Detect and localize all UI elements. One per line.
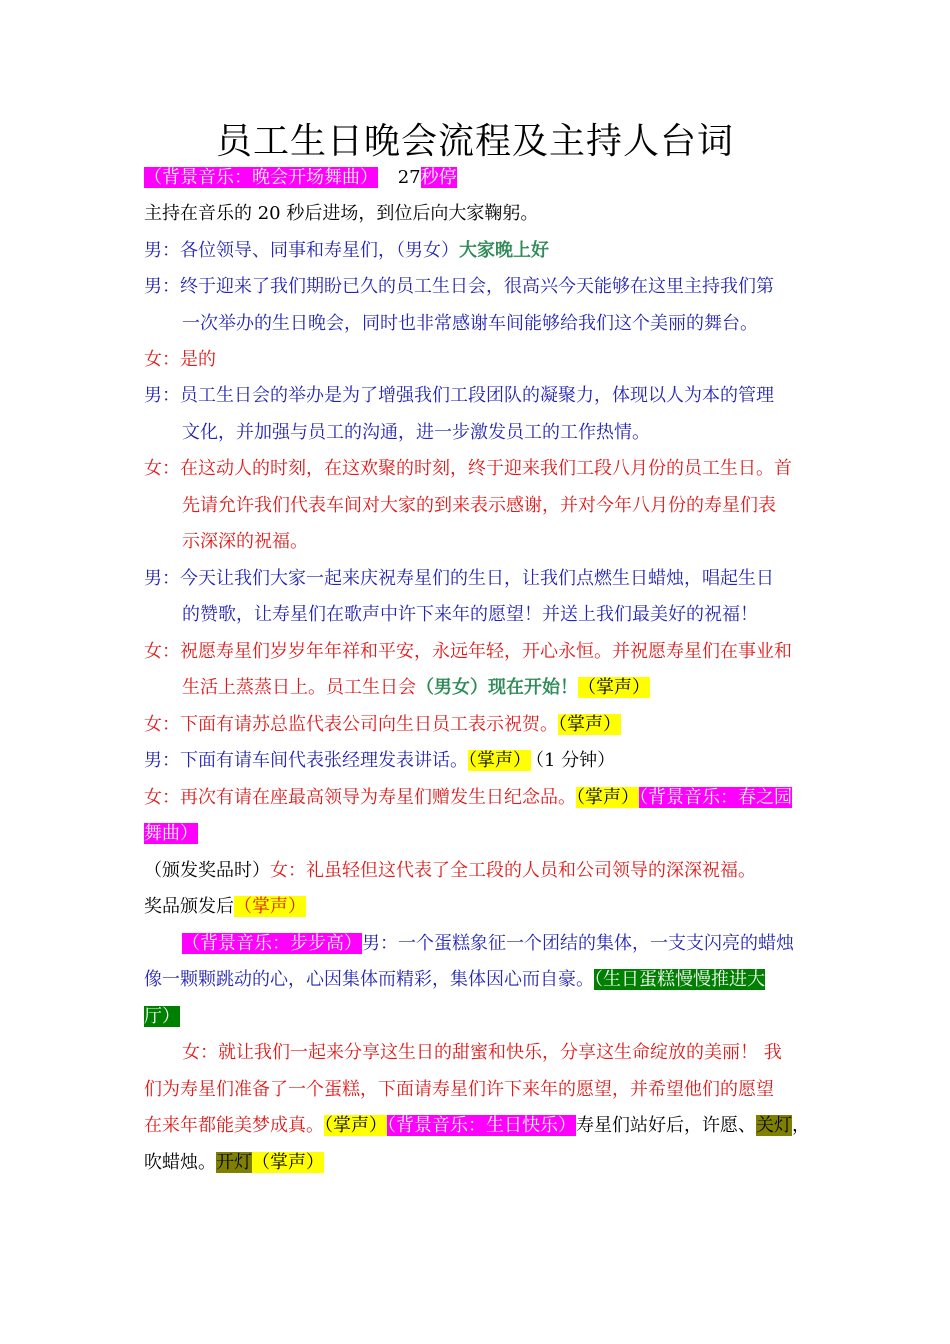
- music-cue: （背景音乐：晚会开场舞曲）: [144, 167, 378, 188]
- line-host-entry: 主持在音乐的 20 秒后进场，到位后向大家鞠躬。: [144, 203, 539, 224]
- cake-cue-cont: 厅）: [144, 1006, 180, 1027]
- line-female-5-cont: [144, 820, 814, 848]
- line-male-2-cont: 文化，并加强与员工的沟通，进一步激发员工的工作热情。: [182, 422, 650, 443]
- applause-cue: （掌声）: [324, 1115, 387, 1136]
- page-title: 员工生日晚会流程及主持人台词: [215, 121, 734, 162]
- cake-male-line-cont: 像一颗颗跳动的心，心因集体而精彩，集体因心而自豪。: [144, 969, 594, 990]
- line-award: [144, 857, 814, 885]
- line-female-2-cont1: 先请允许我们代表车间对大家的到来表示感谢，并对今年八月份的寿星们表: [182, 495, 776, 516]
- after-award-text: 奖品颁发后: [144, 896, 234, 917]
- applause-cue: （掌声）: [578, 677, 650, 698]
- award-female-line: 女：礼虽轻但这代表了全工段的人员和公司领导的深深祝福。: [270, 860, 756, 881]
- line-male-1-cont: 一次举办的生日晚会，同时也非常感谢车间能够给我们这个美丽的舞台。: [182, 313, 758, 334]
- greeting-together: 大家晚上好: [459, 240, 549, 261]
- wish-text: 寿星们站好后，许愿、: [576, 1115, 756, 1136]
- line-female-3: 女：祝愿寿星们岁岁年年祥和平安，永远年轻，开心永恒。并祝愿寿星们在事业和: [144, 641, 792, 662]
- seconds-stop: 秒停: [420, 167, 457, 188]
- applause-cue: （掌声）: [468, 750, 531, 771]
- duration-note: （1 分钟）: [535, 750, 616, 771]
- director-speech: 女：下面有请苏总监代表公司向生日员工表示祝贺。: [144, 714, 558, 735]
- music-cue: （背景音乐：春之园: [639, 787, 792, 808]
- line-female-6-cont1: 们为寿星们准备了一个蛋糕，下面请寿星们许下来年的愿望，并希望他们的愿望: [144, 1079, 774, 1100]
- line-female-3-cont: [182, 674, 852, 702]
- lights-on-cue: 开灯: [216, 1152, 252, 1173]
- line-female-6-cont2: [144, 1112, 814, 1140]
- line-cake-intro-cont: [144, 966, 814, 994]
- line-cake-cue-cont: [144, 1003, 814, 1031]
- line-female-5: [144, 784, 814, 812]
- gift-presentation: 女：再次有请在座最高领导为寿星们赠发生日纪念品。: [144, 787, 576, 808]
- line-cake-intro: [182, 930, 852, 958]
- opening-start: （男女）现在开始！: [416, 677, 578, 698]
- lights-off-cue: 关灯: [756, 1115, 792, 1136]
- applause-cue: （掌声）: [252, 1152, 324, 1173]
- line-opening-music: [144, 164, 814, 192]
- line-female-6: 女：就让我们一起来分享这生日的甜蜜和快乐，分享这生命绽放的美丽！ 我: [182, 1042, 782, 1063]
- line-after-award: [144, 893, 814, 921]
- line-female-1: 女：是的: [144, 349, 216, 370]
- line-male-2: 男：员工生日会的举办是为了增强我们工段团队的凝聚力，体现以人为本的管理: [144, 385, 774, 406]
- applause-cue: （掌声）: [576, 787, 639, 808]
- manager-speech: 男：下面有请车间代表张经理发表讲话。: [144, 750, 468, 771]
- dream-text: 在来年都能美梦成真。: [144, 1115, 324, 1136]
- music-cue: （背景音乐：步步高）: [182, 933, 362, 954]
- applause-cue: （掌声）: [558, 714, 621, 735]
- opening-text: 生活上蒸蒸日上。员工生日会: [182, 677, 416, 698]
- cake-cue: （生日蛋糕慢慢推进大: [594, 969, 765, 990]
- cake-male-line: 男：一个蛋糕象征一个团结的集体，一支支闪亮的蜡烛: [362, 933, 794, 954]
- blow-candles-text: 吹蜡烛。: [144, 1152, 216, 1173]
- line-female-2-cont2: 示深深的祝福。: [182, 531, 308, 552]
- greeting-male: 男：各位领导、同事和寿星们，（男女）: [144, 240, 459, 261]
- comma: ，: [792, 1115, 810, 1136]
- award-note: （颁发奖品时）: [144, 860, 270, 881]
- music-cue-cont: 舞曲）: [144, 823, 198, 844]
- seconds-number: 27: [397, 167, 421, 188]
- line-blow-candles: [144, 1149, 814, 1177]
- line-greeting: [144, 237, 814, 265]
- line-male-3-cont: 的赞歌，让寿星们在歌声中许下来年的愿望！并送上我们最美好的祝福！: [182, 604, 758, 625]
- line-female-4: [144, 711, 814, 739]
- applause-cue: （掌声）: [234, 896, 306, 917]
- line-male-4: [144, 747, 814, 775]
- line-male-1: 男：终于迎来了我们期盼已久的员工生日会，很高兴今天能够在这里主持我们第: [144, 276, 774, 297]
- line-female-2: 女：在这动人的时刻，在这欢聚的时刻，终于迎来我们工段八月份的员工生日。首: [144, 458, 792, 479]
- line-male-3: 男：今天让我们大家一起来庆祝寿星们的生日，让我们点燃生日蜡烛，唱起生日: [144, 568, 774, 589]
- music-cue: （背景音乐：生日快乐）: [387, 1115, 576, 1136]
